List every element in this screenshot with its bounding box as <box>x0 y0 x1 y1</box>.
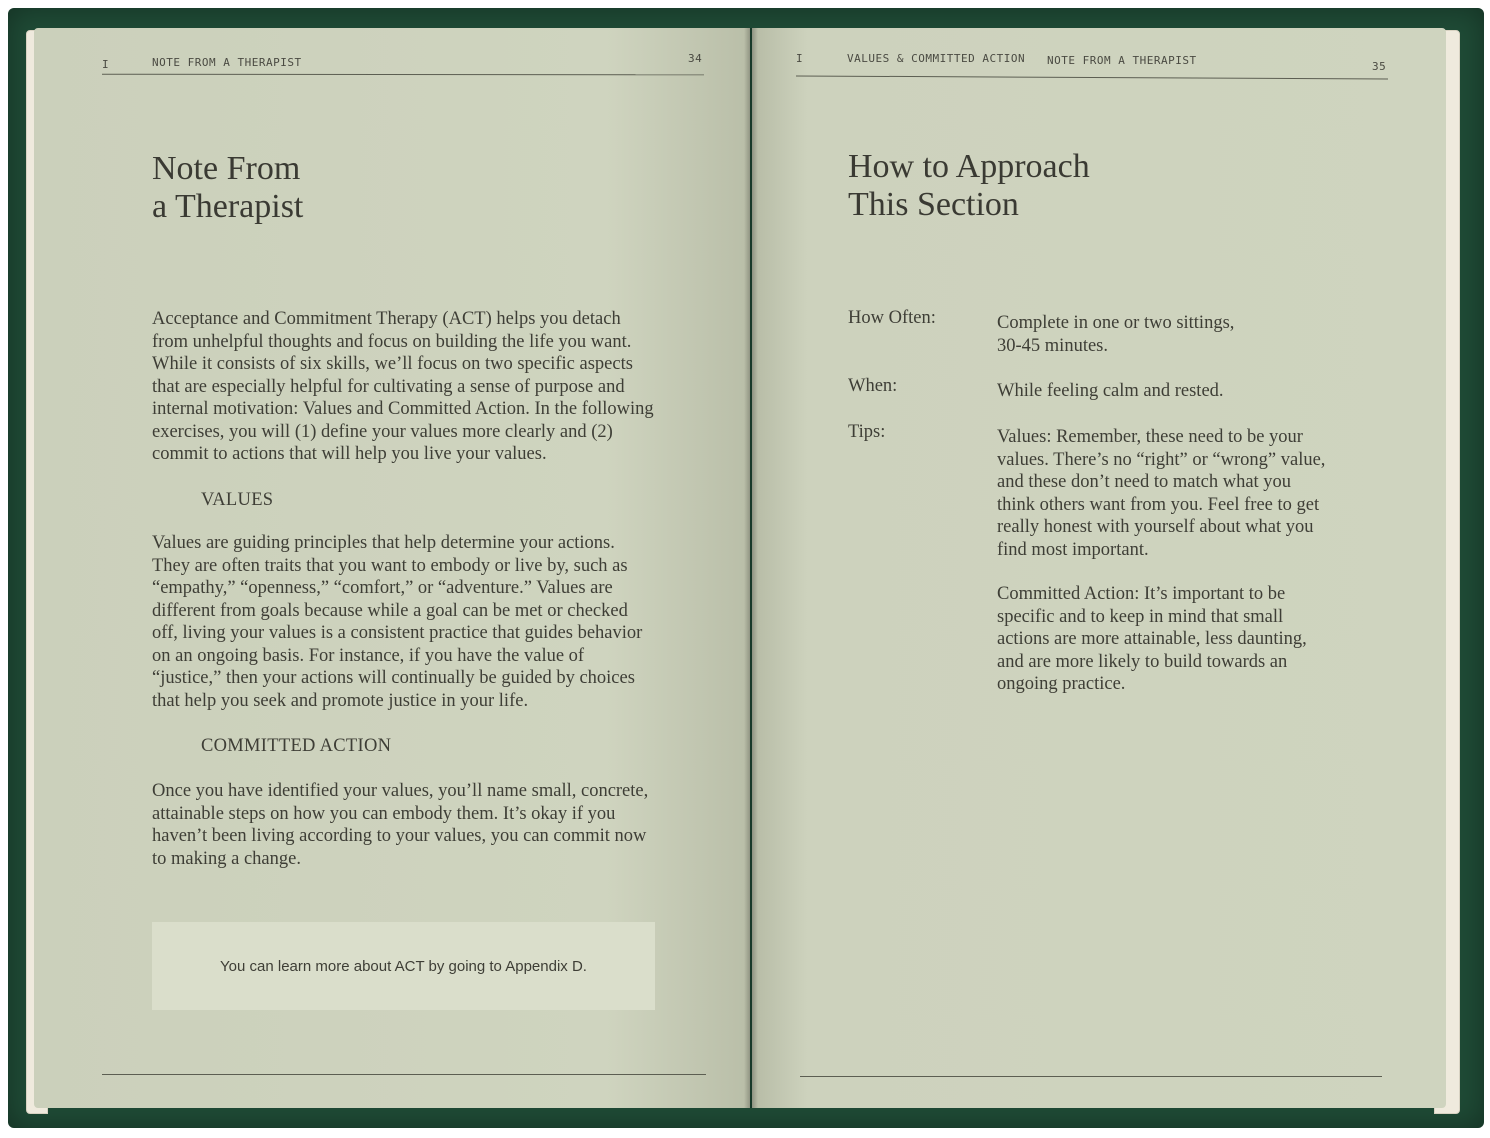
title-line-2: a Therapist <box>152 188 304 225</box>
running-head-right <box>752 52 1446 88</box>
page-number: 34 <box>688 52 703 65</box>
intro-paragraph: Acceptance and Commitment Therapy (ACT) helps you detach from unhelpful thoughts and focus on building the life you want. While it consists of six skills, we’ll focus on two specific aspects that are especially helpful for cultivating a sense of purpose and internal motivation: Values and Committed Action. In the following exercises, you will (1) define your values more clearly and (2) commit to actions that will help you live your values. <box>152 309 654 464</box>
tips-label: Tips: <box>848 422 886 442</box>
tips-value <box>997 426 1327 696</box>
section-number: I <box>796 52 804 65</box>
right-page <box>752 28 1446 1108</box>
callout-text: You can learn more about ACT by going to Appendix D. <box>220 957 587 975</box>
how-often-value <box>997 312 1257 357</box>
book-gutter <box>744 28 758 1108</box>
committed-action-paragraph: Once you have identified your values, you’ll name small, concrete, attainable steps on how you can embody them. It’s okay if you haven’t been living according to your values, you can commit now to making a change. <box>152 781 649 869</box>
left-page <box>34 28 750 1108</box>
tips-committed-action-text: Committed Action: It’s important to be specific and to keep in mind that small actions are more attainable, less daunting, and are more likely to build towards an ongoing practice. <box>997 584 1307 694</box>
values-paragraph: Values are guiding principles that help determine your actions. They are often traits that you want to embody or live by, such as “empathy,” “openness,” “comfort,” or “adventure.” Values are different from goals because while a goal can be met or checked off, living your values is a consistent practice that guides behavior on an ongoing basis. For instance, if you have the value of “justice,” then your actions will continually be guided by choices that help you seek and promote justice in your life. <box>152 533 643 711</box>
when-label: When: <box>848 376 898 396</box>
how-often-text: Complete in one or two sittings, 30-45 minutes. <box>997 313 1235 356</box>
footer-rule <box>800 1076 1382 1077</box>
when-value <box>997 380 1327 403</box>
page-title <box>152 150 303 226</box>
how-often-label: How Often: <box>848 308 936 328</box>
tips-values-text: Values: Remember, these need to be your values. There’s no “right” or “wrong” value, and these don’t need to match what you think others want from you. Feel free to get really honest with yourself about what you find most important. <box>997 427 1326 560</box>
section-number: I <box>102 58 110 71</box>
values-heading: VALUES <box>201 490 274 510</box>
title-line-1: Note From <box>152 150 301 187</box>
running-head-left <box>34 52 750 88</box>
subsection-title: NOTE FROM A THERAPIST <box>1047 54 1197 67</box>
when-text: While feeling calm and rested. <box>997 381 1224 401</box>
section-title: VALUES & COMMITTED ACTION <box>847 52 1026 65</box>
page-number: 35 <box>1372 60 1387 73</box>
appendix-callout <box>152 922 655 1010</box>
page-title <box>848 148 1090 224</box>
section-title: NOTE FROM A THERAPIST <box>152 56 302 69</box>
committed-action-heading: COMMITTED ACTION <box>201 736 392 756</box>
title-line-1: How to Approach <box>848 148 1090 185</box>
footer-rule <box>102 1074 706 1075</box>
title-line-2: This Section <box>848 186 1019 223</box>
